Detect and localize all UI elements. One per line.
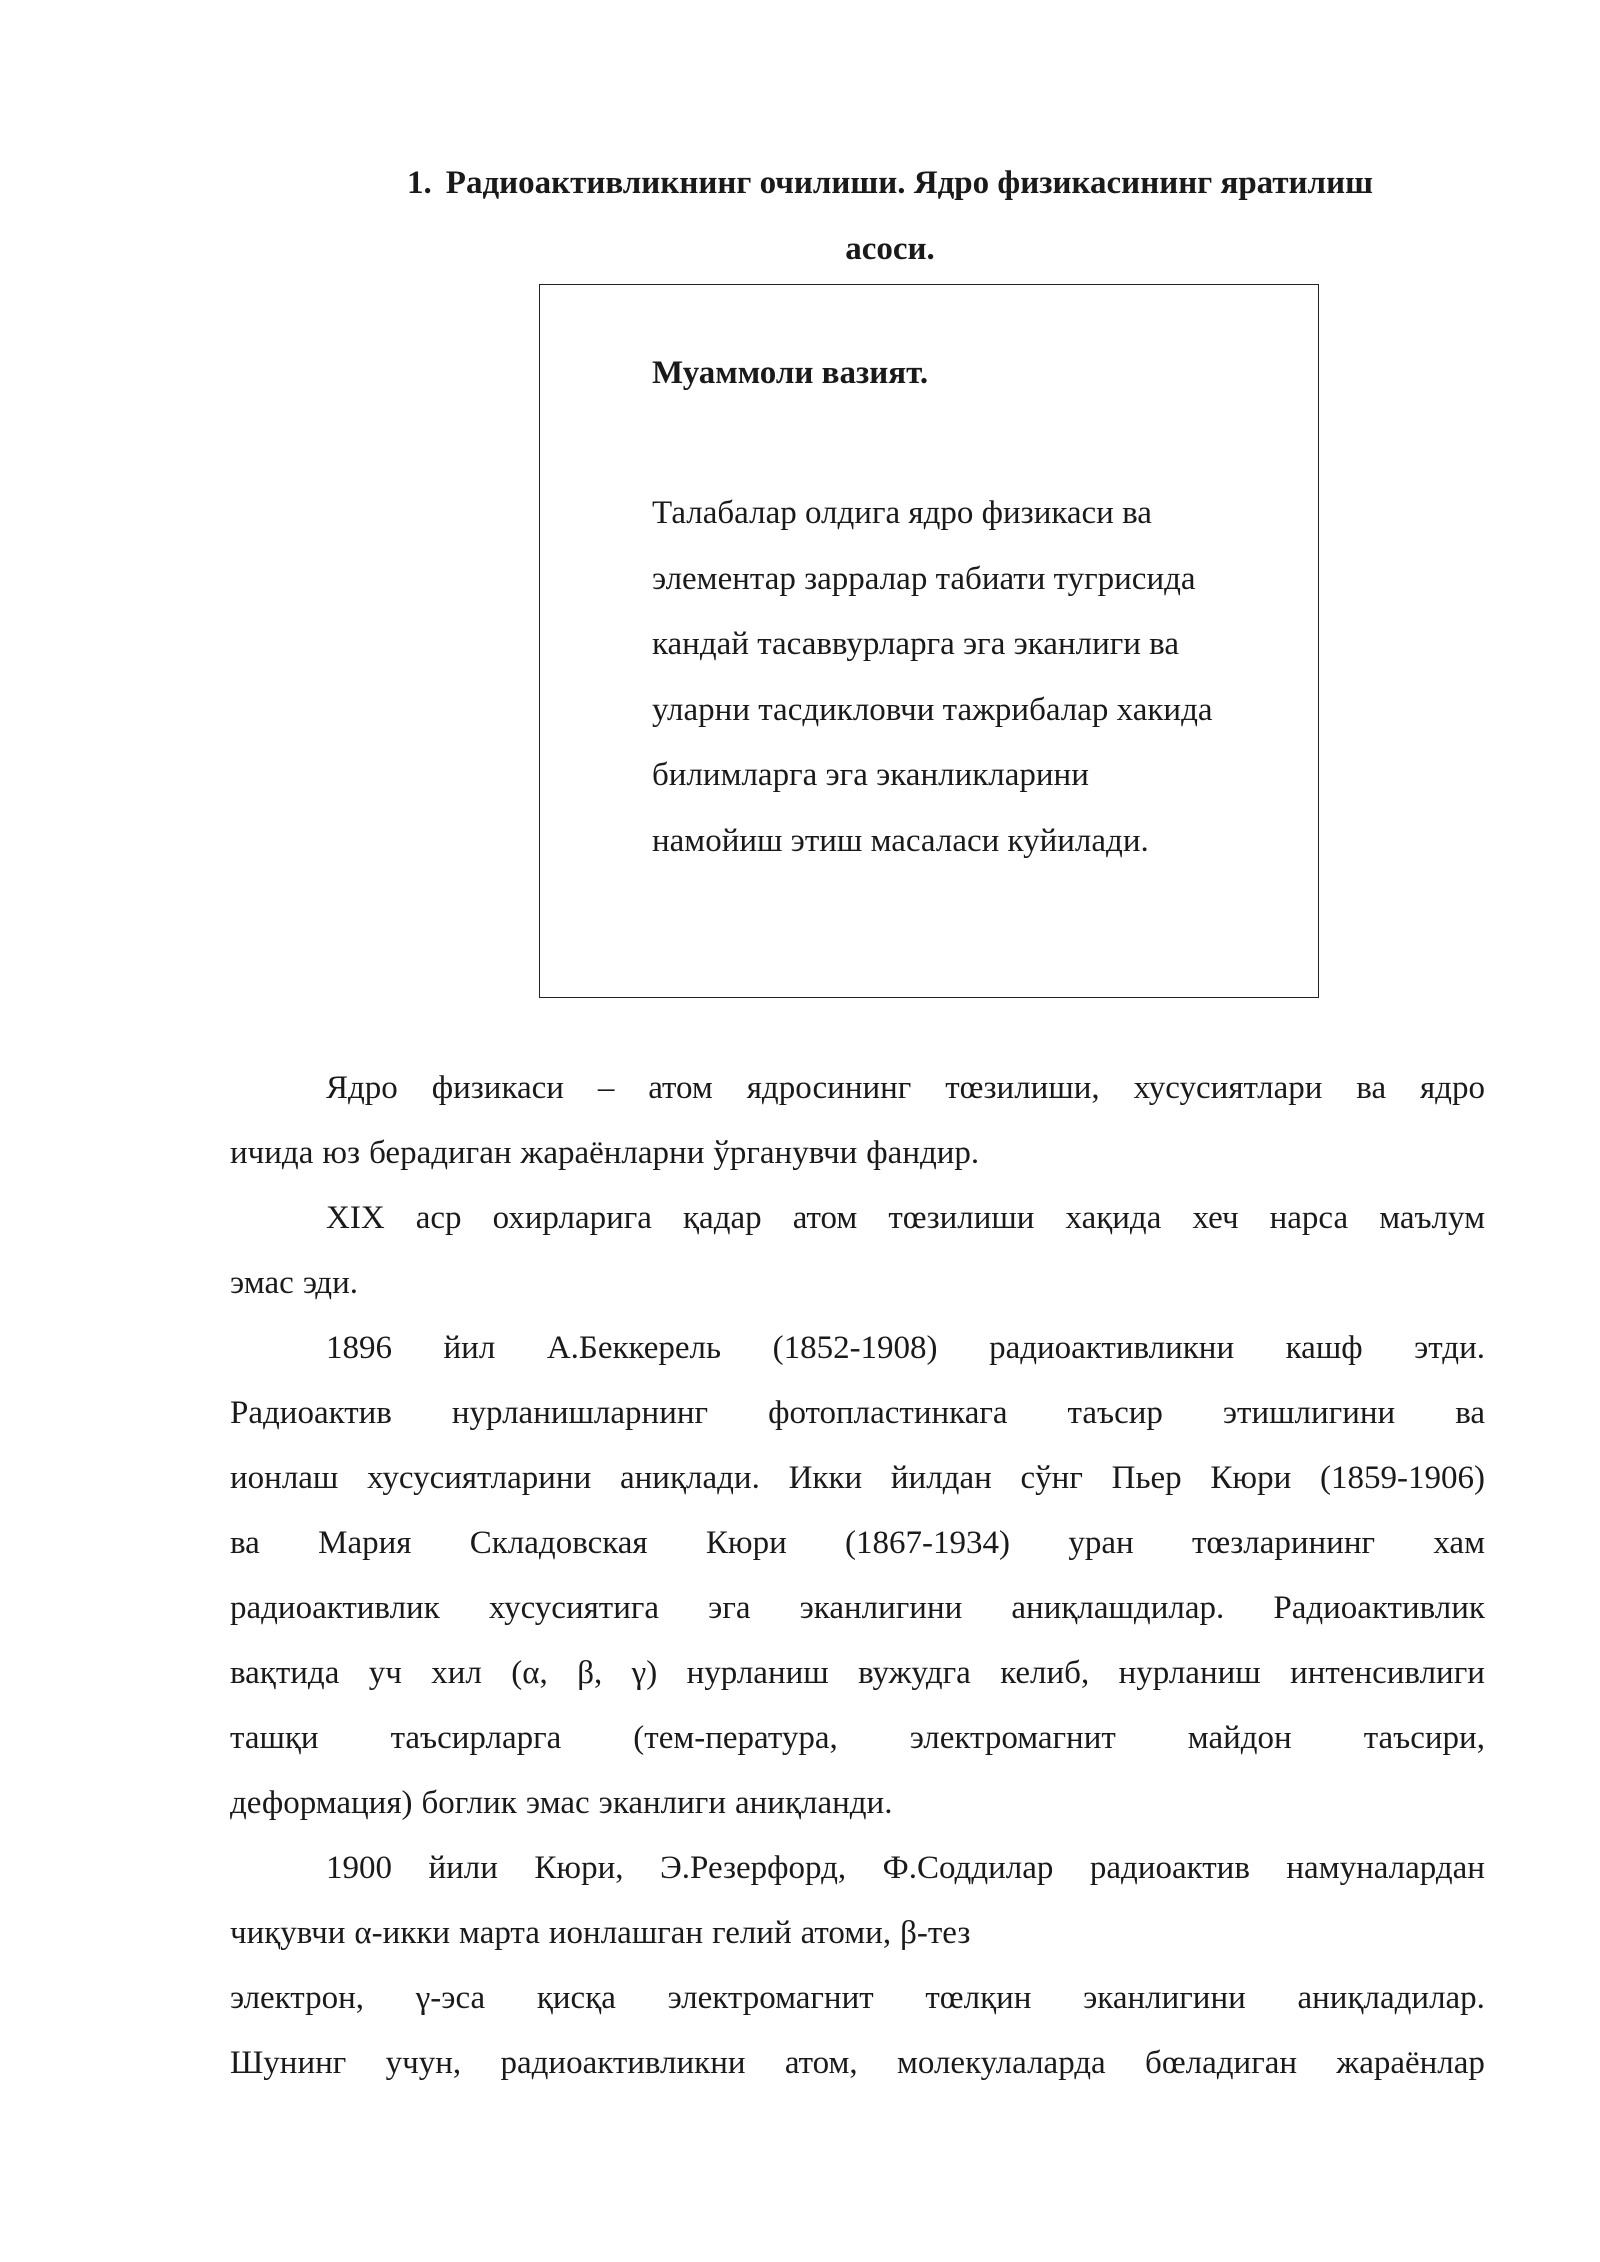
section-heading (300, 150, 1480, 282)
problem-situation-box (539, 284, 1319, 998)
body-line: вақтида уч хил (α, β, γ) нурланиш вужудга келиб, нурланиш интенсивлиги (230, 1655, 1485, 1691)
body-line: XIX аср охирларига қадар атом тœзилиши хақида хеч нарса маълум (326, 1200, 1485, 1236)
problem-box-line: уларни тасдикловчи тажрибалар хакида (652, 691, 1213, 728)
body-line: Ядро физикаси – атом ядросининг тœзилиши, хусусиятлари ва ядро (326, 1070, 1485, 1106)
body-line: Шунинг учун, радиоактивликни атом, молекулаларда бœладиган жараёнлар (230, 2045, 1485, 2081)
body-text (230, 1056, 1485, 2096)
heading-line-1 (300, 150, 1480, 216)
body-line: ташқи таъсирларга (тем-пература, электромагнит майдон таъсири, (230, 1720, 1485, 1756)
problem-box-line: намойиш этиш масаласи куйилади. (652, 822, 1149, 859)
body-line: ичида юз берадиган жараёнларни ўрганувчи фандир. (230, 1135, 980, 1171)
body-line: 1900 йили Кюри, Э.Резерфорд, Ф.Соддилар радиоактив намуналардан (326, 1850, 1485, 1886)
body-line: ва Мария Складовская Кюри (1867-1934) уран тœзларининг хам (230, 1525, 1485, 1561)
body-line: радиоактивлик хусусиятига эга эканлигини аниқлашдилар. Радиоактивлик (230, 1590, 1485, 1626)
heading-text-1: Радиоактивликнинг очилиши. Ядро физикасининг яратилиш (445, 165, 1373, 201)
problem-box-text (652, 481, 1213, 874)
body-line: чиқувчи α-икки марта ионлашган гелий атоми, β-тез (230, 1915, 971, 1951)
body-line: Радиоактив нурланишларнинг фотопластинкага таъсир этишлигини ва (230, 1395, 1485, 1431)
body-line: электрон, γ-эса қисқа электромагнит тœлқин эканлигини аниқладилар. (230, 1980, 1485, 2016)
problem-box-line: Талабалар олдига ядро физикаси ва (652, 495, 1152, 531)
body-line: 1896 йил А.Беккерель (1852-1908) радиоактивликни кашф этди. (326, 1330, 1485, 1366)
body-line: ионлаш хусусиятларини аниқлади. Икки йилдан сўнг Пьер Кюри (1859-1906) (230, 1460, 1485, 1496)
problem-box-line: кандай тасаввурларга эга эканлиги ва (652, 626, 1179, 662)
problem-box-title: Муаммоли вазият. (652, 355, 929, 391)
body-line: эмас эди. (230, 1265, 358, 1301)
problem-box-line: билимларга эга эканликларини (652, 757, 1089, 793)
heading-line-2: асоси. (845, 231, 935, 267)
heading-number: 1. (407, 165, 432, 201)
problem-box-line: элементар зарралар табиати тугрисида (652, 560, 1196, 597)
body-line: деформация) боглик эмас эканлиги аниқланди. (230, 1785, 893, 1821)
